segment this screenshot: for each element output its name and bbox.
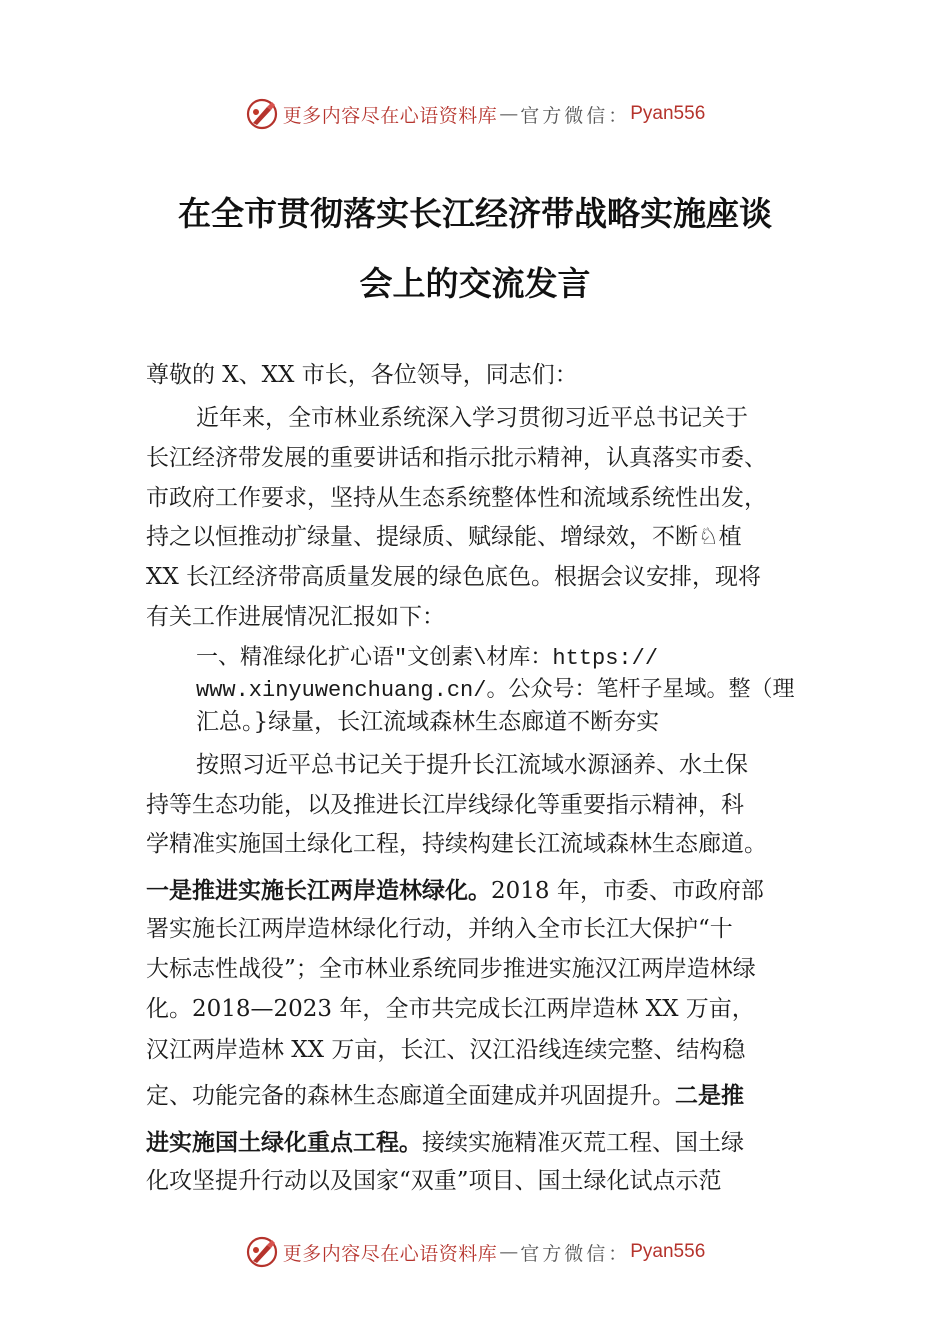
watermark-footer bbox=[0, 1232, 950, 1272]
watermark-wechat-id: Pyan556 bbox=[630, 103, 706, 124]
paragraph-line bbox=[146, 1128, 744, 1158]
paragraph-line bbox=[146, 876, 764, 906]
section-heading-line: 一、精准绿化扩心语"文创素\材库：https:// bbox=[196, 646, 659, 671]
watermark-wechat-id: Pyan556 bbox=[630, 1241, 706, 1262]
paragraph-line: 学精准实施国土绿化工程，持续构建长江流域森林生态廊道。 bbox=[146, 831, 767, 857]
salutation: 尊敬的 X、XX 市长，各位领导，同志们： bbox=[146, 362, 578, 388]
paragraph-text: 2018 年，市委、市政府部 bbox=[491, 878, 764, 904]
paragraph-line: 近年来，全市林业系统深入学习贯彻习近平总书记关于 bbox=[196, 405, 748, 431]
pen-logo-icon bbox=[245, 1235, 279, 1269]
bold-lead-1: 一是推进实施长江两岸造林绿化。 bbox=[146, 878, 491, 904]
watermark-brand: 更多内容尽在心语资料库 bbox=[282, 104, 498, 127]
watermark-brand: 更多内容尽在心语资料库 bbox=[282, 1242, 498, 1265]
watermark-dash: — bbox=[499, 103, 519, 125]
paragraph-line: 持之以恒推动扩绿量、提绿质、赋绿能、增绿效，不断♘植 bbox=[146, 524, 742, 550]
paragraph-line: 化攻坚提升行动以及国家“双重”项目、国土绿化试点示范 bbox=[146, 1168, 722, 1194]
paragraph-line: 持等生态功能，以及推进长江岸线绿化等重要指示精神，科 bbox=[146, 792, 744, 818]
watermark-header bbox=[0, 94, 950, 134]
document-title-line-2: 会上的交流发言 bbox=[359, 264, 591, 303]
paragraph-line: 汉江两岸造林 XX 万亩，长江、汉江沿线连续完整、结构稳 bbox=[146, 1037, 746, 1063]
paragraph-text: 定、功能完备的森林生态廊道全面建成并巩固提升。 bbox=[146, 1083, 675, 1109]
pen-logo-icon bbox=[245, 97, 279, 131]
bold-lead-2: 二是推 bbox=[675, 1083, 744, 1109]
paragraph-text: 接续实施精准灭荒工程、国土绿 bbox=[422, 1130, 744, 1156]
paragraph-line: 有关工作进展情况汇报如下： bbox=[146, 604, 445, 630]
bold-lead-2-cont: 进实施国土绿化重点工程。 bbox=[146, 1130, 422, 1156]
watermark-wechat-label: 官方微信： bbox=[520, 104, 631, 127]
watermark-dash: — bbox=[499, 1241, 519, 1263]
paragraph-line: 署实施长江两岸造林绿化行动，并纳入全市长江大保护“十 bbox=[146, 916, 733, 942]
paragraph-line: 市政府工作要求，坚持从生态系统整体性和流域系统性出发， bbox=[146, 485, 767, 511]
paragraph-line: 按照习近平总书记关于提升长江流域水源涵养、水土保 bbox=[196, 752, 748, 778]
paragraph-line: 化。2018—2023 年，全市共完成长江两岸造林 XX 万亩， bbox=[146, 996, 755, 1022]
section-heading-line: www.xinyuwenchuang.cn/。公众号：笔杆子星域。整（理 bbox=[196, 678, 795, 703]
document-title-line-1: 在全市贯彻落实长江经济带战略实施座谈 bbox=[178, 194, 772, 233]
paragraph-line: 大标志性战役”；全市林业系统同步推进实施汉江两岸造林绿 bbox=[146, 956, 756, 982]
paragraph-line: XX 长江经济带高质量发展的绿色底色。根据会议安排，现将 bbox=[146, 564, 762, 590]
paragraph-line bbox=[146, 1081, 744, 1111]
paragraph-line: 长江经济带发展的重要讲话和指示批示精神，认真落实市委、 bbox=[146, 445, 767, 471]
section-heading-line: 汇总。}绿量，长江流域森林生态廊道不断夯实 bbox=[196, 709, 660, 735]
watermark-wechat-label: 官方微信： bbox=[520, 1242, 631, 1265]
